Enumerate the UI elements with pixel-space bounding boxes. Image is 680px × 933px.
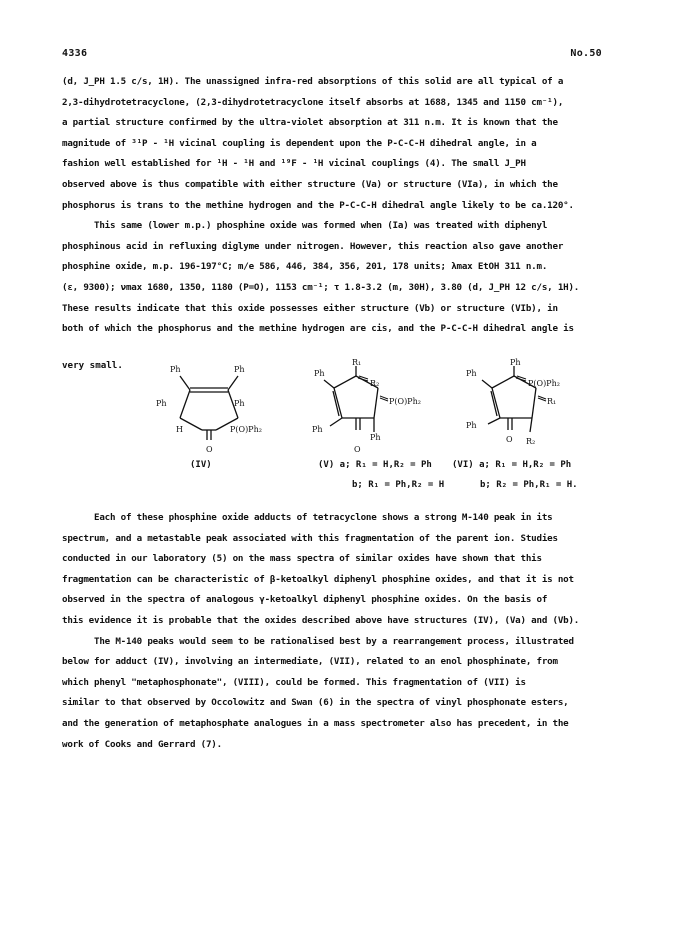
atom-label: P(O)Ph₂ <box>528 379 560 388</box>
text-line: fragmentation can be characteristic of β-ketoalkyl diphenyl phosphine oxides, and that it is not <box>62 573 574 585</box>
text-line: observed above is thus compatible with either structure (Va) or structure (VIa), in which the <box>62 178 558 190</box>
structure-iv <box>150 358 280 470</box>
text-line: phosphinous acid in refluxing diglyme under nitrogen. However, this reaction also gave another <box>62 240 564 252</box>
text-line: conducted in our laboratory (5) on the mass spectra of similar oxides have shown that this <box>62 553 542 565</box>
atom-label: O <box>506 435 513 444</box>
page-number: 4336 <box>62 48 88 59</box>
atom-label: R₂ <box>370 379 380 388</box>
atom-label: P(O)Ph₂ <box>230 425 262 434</box>
text-line: (ε, 9300); νmax 1680, 1350, 1180 (P=O), 1153 cm⁻¹; τ 1.8-3.2 (m, 30H), 3.80 (d, J_PH 12 c/s, 1H). <box>62 281 580 293</box>
structure-label: b; R₁ = Ph,R₂ = H <box>352 480 445 490</box>
atom-label: R₁ <box>352 358 362 367</box>
text-line: The M-140 peaks would seem to be rationalised best by a rearrangement process, illustrated <box>94 635 574 647</box>
structure-iv-drawing <box>150 358 280 458</box>
text-line: phosphorus is trans to the methine hydrogen and the P-C-C-H dihedral angle likely to be ca.120°. <box>62 199 574 211</box>
atom-label: P(O)Ph₂ <box>389 397 421 406</box>
atom-label: Ph <box>234 365 245 374</box>
structure-v-drawing <box>292 358 442 458</box>
text-line: 2,3-dihydrotetracyclone, (2,3-dihydrotetracyclone itself absorbs at 1688, 1345 and 1150 cm⁻¹), <box>62 96 564 108</box>
structure-label: (V) a; R₁ = H,R₂ = Ph <box>318 460 432 470</box>
text-line: This same (lower m.p.) phosphine oxide was formed when (Ia) was treated with diphenyl <box>94 220 548 232</box>
text-line: fashion well established for ¹H - ¹H and ¹⁹F - ¹H vicinal couplings (4). The small J_PH <box>62 158 526 170</box>
atom-label: R₂ <box>526 437 536 446</box>
atom-label: Ph <box>466 369 477 378</box>
issue-number: No.50 <box>570 48 602 59</box>
text-line: Each of these phosphine oxide adducts of tetracyclone shows a strong M-140 peak in its <box>94 512 553 523</box>
text-line: a partial structure confirmed by the ultra-violet absorption at 311 n.m. It is known that the <box>62 117 558 129</box>
text-line: which phenyl "metaphosphonate", (VIII), could be formed. This fragmentation of (VII) is <box>62 676 526 688</box>
text-line: and the generation of metaphosphate analogues in a mass spectrometer also has precedent, in the <box>62 717 569 729</box>
structure-label: (IV) <box>190 460 212 470</box>
text-line: very small. <box>62 360 123 371</box>
text-line: phosphine oxide, m.p. 196-197°C; m/e 586, 446, 384, 356, 201, 178 units; λmax EtOH 311 n.m. <box>62 261 548 273</box>
structure-figures <box>62 360 622 500</box>
text-line: both of which the phosphorus and the methine hydrogen are cis, and the P-C-C-H dihedral angle is <box>62 323 574 335</box>
structure-label: b; R₂ = Ph,R₁ = H. <box>480 480 578 490</box>
paragraph-1 <box>62 72 622 340</box>
text-line: (d, J_PH 1.5 c/s, 1H). The unassigned infra-red absorptions of this solid are all typical of a <box>62 76 564 87</box>
text-line: These results indicate that this oxide possesses either structure (Vb) or structure (VIb), in <box>62 302 558 314</box>
atom-label: H <box>176 425 183 434</box>
text-line: similar to that observed by Occolowitz and Swan (6) in the spectra of vinyl phosphonate esters, <box>62 697 569 709</box>
atom-label: O <box>206 445 213 454</box>
text-line: spectrum, and a metastable peak associated with this fragmentation of the parent ion. Studies <box>62 532 558 544</box>
atom-label: Ph <box>312 425 323 434</box>
atom-label: O <box>354 445 361 454</box>
structure-vi <box>452 358 612 490</box>
text-line: magnitude of ³¹P - ¹H vicinal coupling is dependent upon the P-C-C-H dihedral angle, in a <box>62 137 537 149</box>
structure-label: (VI) a; R₁ = H,R₂ = Ph <box>452 460 572 470</box>
atom-label: Ph <box>314 369 325 378</box>
atom-label: Ph <box>156 399 167 408</box>
atom-label: Ph <box>234 399 245 408</box>
text-line: work of Cooks and Gerrard (7). <box>62 738 222 750</box>
atom-label: Ph <box>510 358 521 367</box>
structure-v <box>292 358 445 490</box>
paragraph-2 <box>62 508 622 755</box>
atom-label: Ph <box>466 421 477 430</box>
text-line: below for adduct (IV), involving an intermediate, (VII), related to an enol phosphinate, from <box>62 656 558 668</box>
atom-label: Ph <box>370 433 381 442</box>
text-line: observed in the spectra of analogous γ-ketoalkyl diphenyl phosphine oxides. On the basis of <box>62 594 548 606</box>
structure-vi-drawing <box>452 358 612 458</box>
atom-label: Ph <box>170 365 181 374</box>
atom-label: R₁ <box>547 397 557 406</box>
text-line: this evidence it is probable that the oxides described above have structures (IV), (Va) and (Vb). <box>62 614 580 626</box>
